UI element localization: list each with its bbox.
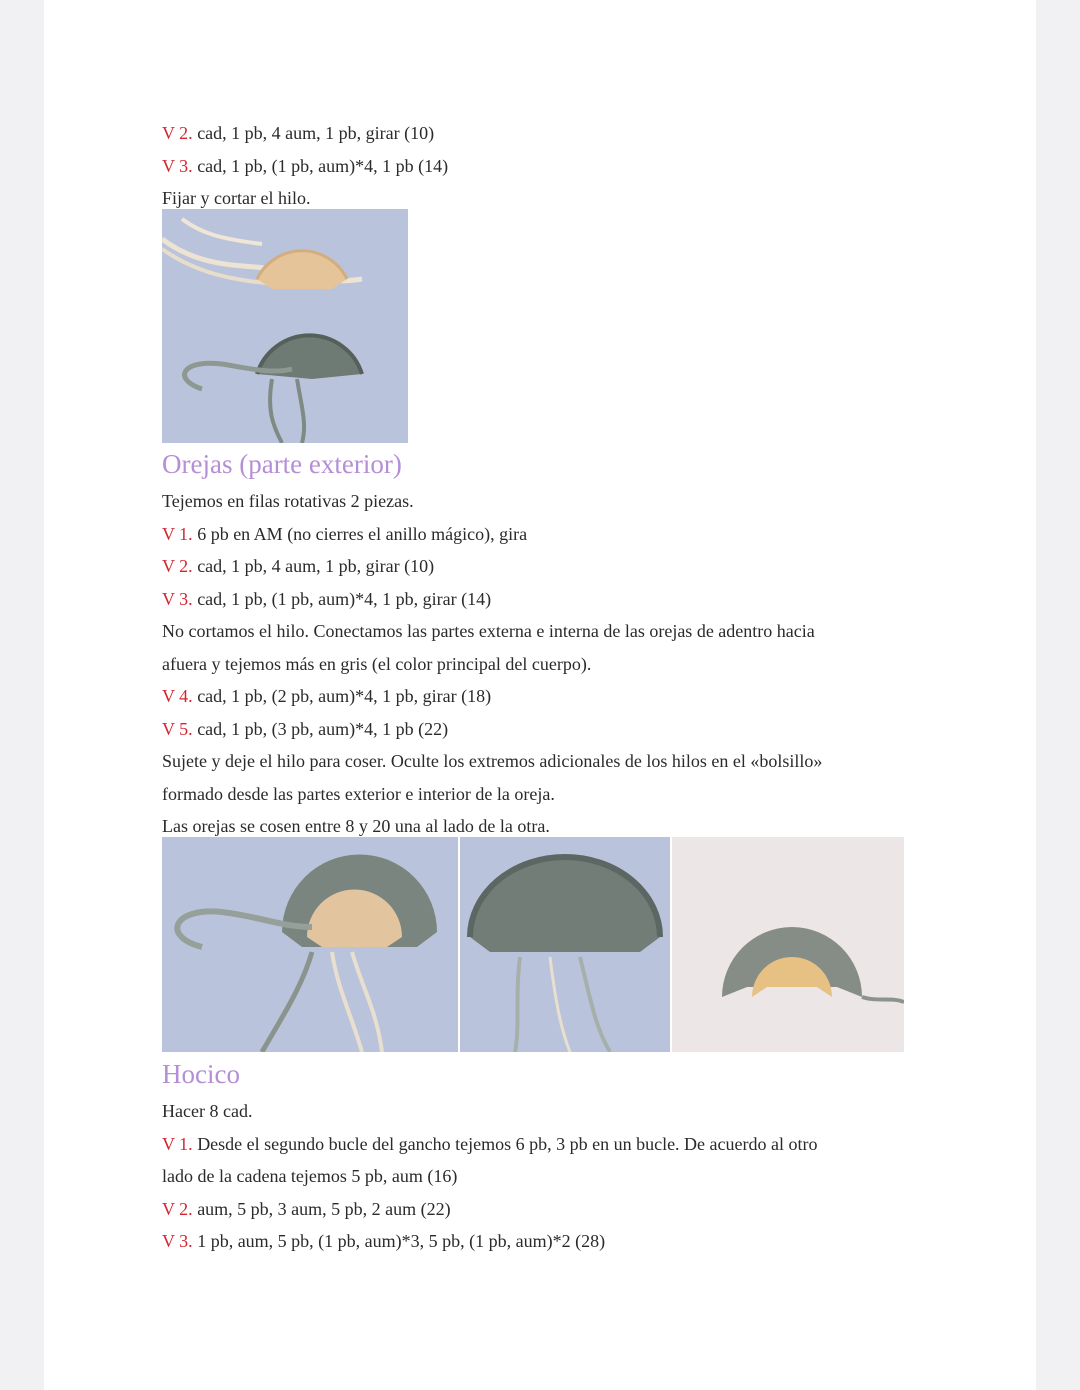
section-heading: Hocico (162, 1059, 240, 1089)
instruction-line (162, 620, 815, 642)
row-text: No cortamos el hilo. Conectamos las partes externa e interna de las orejas de adentro hacia (162, 621, 815, 641)
row-label: V 3. (162, 589, 193, 609)
row-label: V 3. (162, 1231, 193, 1251)
row-text: Tejemos en filas rotativas 2 piezas. (162, 491, 414, 511)
row-label: V 2. (162, 1199, 193, 1219)
row-text: Desde el segundo bucle del gancho tejemos 6 pb, 3 pb en un bucle. De acuerdo al otro (192, 1134, 818, 1154)
photo-ear-front (672, 837, 904, 1052)
row-text: cad, 1 pb, 4 aum, 1 pb, girar (10) (192, 556, 435, 576)
instruction-line (162, 685, 491, 707)
instruction-line (162, 122, 434, 144)
instruction-line (162, 718, 448, 740)
instruction-line (162, 815, 550, 837)
row-label: V 2. (162, 556, 193, 576)
row-text: cad, 1 pb, (2 pb, aum)*4, 1 pb, girar (18) (192, 686, 492, 706)
instruction-line (162, 490, 414, 512)
instruction-line (162, 155, 448, 177)
row-label: V 1. (162, 1134, 193, 1154)
row-text: 1 pb, aum, 5 pb, (1 pb, aum)*3, 5 pb, (1 pb, aum)*2 (28) (192, 1231, 606, 1251)
row-text: 6 pb en AM (no cierres el anillo mágico), gira (192, 524, 528, 544)
row-text: formado desde las partes exterior e interior de la oreja. (162, 784, 555, 804)
row-text: Hacer 8 cad. (162, 1101, 253, 1121)
row-label: V 5. (162, 719, 193, 739)
instruction-line (162, 588, 491, 610)
row-label: V 4. (162, 686, 193, 706)
row-text: cad, 1 pb, (3 pb, aum)*4, 1 pb (22) (192, 719, 449, 739)
row-text: Fijar y cortar el hilo. (162, 188, 311, 208)
instruction-line (162, 523, 527, 545)
instruction-line (162, 750, 822, 772)
row-label: V 1. (162, 524, 193, 544)
instruction-line (162, 555, 434, 577)
document-page (44, 0, 1036, 1390)
row-text: lado de la cadena tejemos 5 pb, aum (16) (162, 1166, 458, 1186)
instruction-line (162, 1165, 457, 1187)
row-text: Sujete y deje el hilo para coser. Oculte los extremos adicionales de los hilos en el «bolsillo» (162, 751, 823, 771)
row-text: aum, 5 pb, 3 aum, 5 pb, 2 aum (22) (192, 1199, 451, 1219)
instruction-line (162, 187, 310, 209)
instruction-line (162, 1100, 252, 1122)
row-text: cad, 1 pb, (1 pb, aum)*4, 1 pb (14) (192, 156, 449, 176)
section-heading: Orejas (parte exterior) (162, 449, 402, 479)
row-text: afuera y tejemos más en gris (el color principal del cuerpo). (162, 654, 592, 674)
row-text: cad, 1 pb, (1 pb, aum)*4, 1 pb, girar (14) (192, 589, 492, 609)
instruction-line (162, 1133, 818, 1155)
row-text: Las orejas se cosen entre 8 y 20 una al lado de la otra. (162, 816, 550, 836)
row-label: V 2. (162, 123, 193, 143)
instruction-line (162, 653, 591, 675)
row-label: V 3. (162, 156, 193, 176)
row-text: cad, 1 pb, 4 aum, 1 pb, girar (10) (192, 123, 435, 143)
instruction-line (162, 783, 555, 805)
photo-ear-joined (162, 837, 458, 1052)
photo-inner-ear-pieces (162, 209, 408, 443)
photo-ear-back (460, 837, 670, 1052)
instruction-line (162, 1198, 451, 1220)
instruction-line (162, 1230, 605, 1252)
